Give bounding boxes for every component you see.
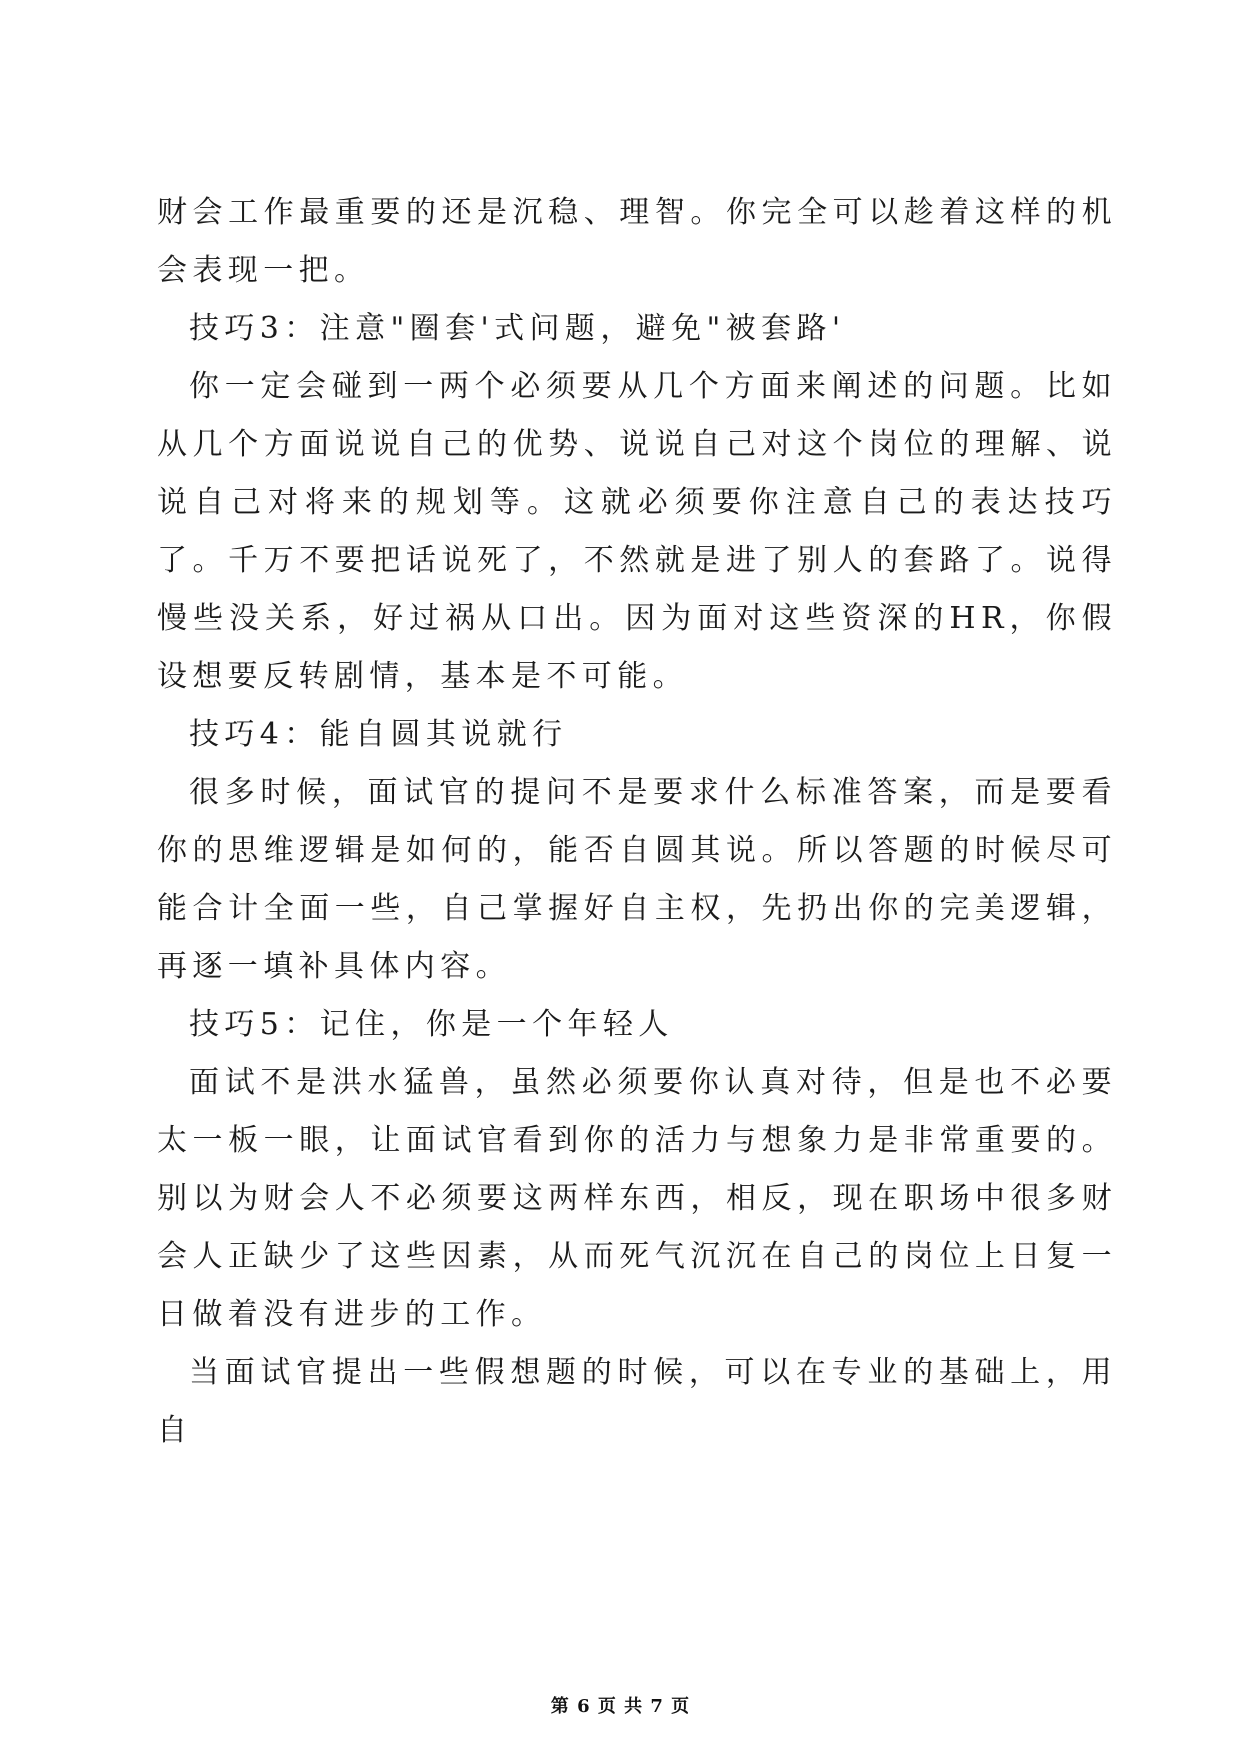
paragraph-tip-3: 你一定会碰到一两个必须要从几个方面来阐述的问题。比如从几个方面说说自己的优势、说说自己对这个岗位的理解、说说自己对将来的规划等。这就必须要你注意自己的表达技巧了。千万不要把话说死了，不然就是进了别人的套路了。说得慢些没关系，好过祸从口出。因为面对这些资深的HR，你假设想要反转剧情，基本是不可能。: [157, 369, 1117, 694]
document-body: [157, 184, 1117, 1460]
page-number-footer: 第 6 页 共 7 页: [550, 1696, 691, 1717]
paragraph-last: 当面试官提出一些假想题的时候，可以在专业的基础上，用自: [157, 1355, 1117, 1448]
paragraph-tip-5: 面试不是洪水猛兽，虽然必须要你认真对待，但是也不必要太一板一眼，让面试官看到你的活力与想象力是非常重要的。别以为财会人不必须要这两样东西，相反，现在职场中很多财会人正缺少了这些因素，从而死气沉沉在自己的岗位上日复一日做着没有进步的工作。: [157, 1065, 1117, 1332]
tip-5-heading: 技巧5：记住，你是一个年轻人: [189, 1007, 674, 1042]
paragraph-tip-4: 很多时候，面试官的提问不是要求什么标准答案，而是要看你的思维逻辑是如何的，能否自圆其说。所以答题的时候尽可能合计全面一些，自己掌握好自主权，先扔出你的完美逻辑，再逐一填补具体内容。: [157, 775, 1117, 984]
paragraph-1: 财会工作最重要的还是沉稳、理智。你完全可以趁着这样的机会表现一把。: [157, 195, 1117, 288]
tip-4-heading: 技巧4：能自圆其说就行: [189, 717, 568, 752]
tip-3-heading: 技巧3：注意"圈套'式问题，避免"被套路': [189, 311, 846, 346]
